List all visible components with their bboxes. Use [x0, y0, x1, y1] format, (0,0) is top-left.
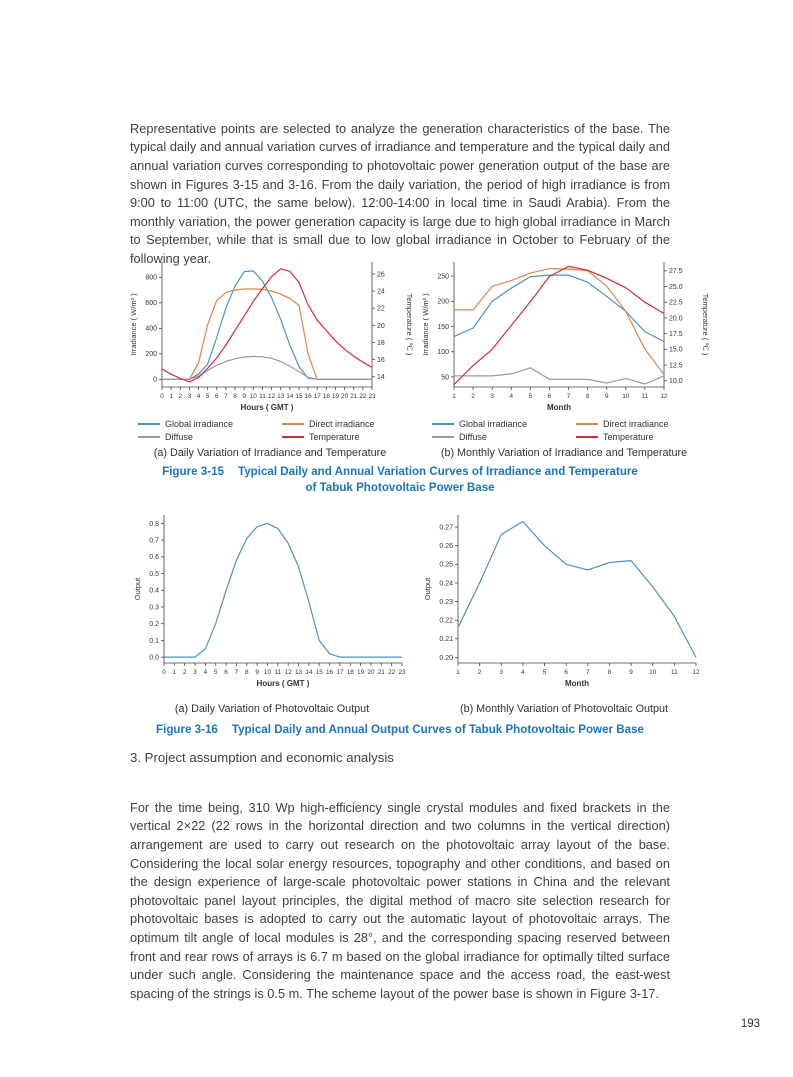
svg-text:0.4: 0.4: [149, 587, 159, 595]
svg-text:3: 3: [499, 669, 504, 676]
legend-item: [138, 432, 276, 442]
svg-text:18: 18: [322, 393, 330, 400]
svg-text:100: 100: [437, 349, 449, 357]
svg-text:400: 400: [145, 325, 157, 333]
svg-text:15: 15: [315, 669, 323, 676]
svg-text:8: 8: [233, 393, 237, 400]
svg-text:8: 8: [245, 669, 249, 676]
svg-text:12.5: 12.5: [669, 362, 683, 370]
svg-text:150: 150: [437, 323, 449, 331]
svg-text:0.22: 0.22: [439, 617, 453, 625]
svg-text:17: 17: [336, 669, 344, 676]
svg-text:Temperature ( ℃ ): Temperature ( ℃ ): [701, 293, 710, 356]
svg-text:Output: Output: [423, 577, 432, 601]
svg-text:4: 4: [509, 393, 514, 400]
line-chart-svg: [126, 252, 414, 415]
line-chart-svg: [130, 505, 414, 691]
svg-text:5: 5: [542, 669, 547, 676]
svg-text:Irradiance ( W/m² ): Irradiance ( W/m² ): [129, 293, 138, 356]
legend-item: [576, 432, 696, 442]
svg-text:0: 0: [162, 669, 166, 676]
legend-label: Temperature: [603, 432, 654, 442]
svg-text:1: 1: [452, 393, 456, 400]
svg-text:20: 20: [377, 322, 385, 330]
svg-text:27.5: 27.5: [669, 268, 683, 276]
svg-text:0.27: 0.27: [439, 524, 453, 532]
svg-text:Irradiance ( W/m² ): Irradiance ( W/m² ): [421, 293, 430, 356]
svg-text:0.2: 0.2: [149, 621, 159, 629]
legend-label: Diffuse: [165, 432, 193, 442]
svg-text:22: 22: [377, 305, 385, 313]
line-chart-svg: [420, 505, 708, 691]
svg-text:1: 1: [172, 669, 177, 676]
legend-swatch: [432, 423, 454, 425]
legend-item: [576, 419, 696, 429]
svg-text:1: 1: [169, 393, 173, 400]
svg-text:200: 200: [437, 298, 449, 306]
svg-text:0.8: 0.8: [149, 520, 159, 528]
svg-text:11: 11: [671, 669, 678, 676]
svg-text:10.0: 10.0: [669, 378, 683, 386]
subcaption-316b: (b) Monthly Variation of Photovoltaic Output: [459, 703, 669, 715]
chart-daily-pv-output: [130, 505, 414, 715]
svg-text:50: 50: [441, 374, 449, 382]
svg-text:2: 2: [477, 669, 482, 676]
subcaption-315a: (a) Daily Variation of Irradiance and Temperature: [153, 447, 387, 459]
svg-text:200: 200: [145, 351, 157, 359]
svg-text:14: 14: [377, 374, 385, 382]
svg-text:19: 19: [357, 669, 365, 676]
subcaption-316a: (a) Daily Variation of Photovoltaic Output: [174, 703, 370, 715]
svg-text:26: 26: [377, 271, 385, 279]
svg-text:20: 20: [367, 669, 375, 676]
legend-swatch: [138, 436, 160, 438]
svg-text:22.5: 22.5: [669, 299, 683, 307]
svg-text:14: 14: [305, 669, 313, 676]
svg-text:12: 12: [284, 669, 292, 676]
chart-legend: [138, 419, 402, 442]
svg-text:Month: Month: [547, 403, 571, 412]
svg-text:5: 5: [528, 393, 533, 400]
svg-text:4: 4: [521, 669, 525, 676]
svg-text:12: 12: [660, 393, 668, 400]
svg-text:23: 23: [368, 393, 376, 400]
svg-text:25.0: 25.0: [669, 283, 683, 291]
svg-text:Output: Output: [133, 577, 142, 601]
figure-title-line2: of Tabuk Photovoltaic Power Base: [305, 481, 495, 494]
svg-text:3: 3: [490, 393, 494, 400]
svg-text:9: 9: [604, 393, 609, 400]
legend-label: Temperature: [309, 432, 360, 442]
svg-text:0.21: 0.21: [439, 636, 453, 644]
svg-text:0.6: 0.6: [149, 554, 159, 562]
svg-text:6: 6: [215, 393, 219, 400]
svg-text:0: 0: [160, 393, 164, 400]
legend-item: [282, 432, 402, 442]
svg-text:20.0: 20.0: [669, 315, 683, 323]
svg-text:3: 3: [187, 393, 192, 400]
svg-text:15: 15: [295, 393, 303, 400]
legend-label: Global irradiance: [459, 419, 528, 429]
figure-3-15-caption: [130, 464, 670, 496]
svg-text:4: 4: [196, 393, 201, 400]
svg-text:17.5: 17.5: [669, 331, 683, 339]
svg-text:12: 12: [692, 669, 700, 676]
chart-daily-irradiance-temperature: [126, 252, 414, 459]
body-paragraph: For the time being, 310 Wp high-efficiency single crystal modules and fixed brackets in the vertical 2×22 (22 rows in the horizontal direction and two columns in the vertical direction) arrangement are used to carry out research on the photovoltaic array layout of the base. Considering the local solar energy resources, topography and other conditions, and based on the design experience of large-scale photovoltaic power stations in China and the relevant photovoltaic panel layout principles, the digital method of macro site selection research for photovoltaic bases is adopted to carry out the automatic layout of photovoltaic arrays. The optimum tilt angle of local modules is 28°, and the corresponding spacing reserved between front and rear rows of arrays is 6.7 m based on the global irradiance for optimally tilted surface under such angle. Considering the maintenance space and the access road, the east-west spacing of the strings is 0.5 m. The scheme layout of the power base is shown in Figure 3-17.: [130, 799, 670, 1001]
svg-text:19: 19: [331, 393, 340, 400]
legend-swatch: [576, 436, 598, 438]
svg-text:0.7: 0.7: [149, 537, 159, 545]
svg-text:2: 2: [182, 669, 187, 676]
svg-text:20: 20: [341, 393, 349, 400]
svg-text:15.0: 15.0: [669, 346, 683, 354]
figure-label: Figure 3-16: [156, 723, 218, 736]
svg-text:0.3: 0.3: [149, 604, 159, 612]
svg-text:600: 600: [145, 300, 157, 308]
figure-3-15: [126, 252, 710, 459]
svg-text:2: 2: [178, 393, 183, 400]
svg-text:0.24: 0.24: [439, 580, 453, 588]
svg-text:0.0: 0.0: [149, 654, 159, 662]
svg-text:2: 2: [471, 393, 475, 400]
svg-text:250: 250: [437, 273, 449, 281]
svg-text:1: 1: [456, 669, 460, 676]
svg-text:22: 22: [388, 669, 396, 676]
svg-text:11: 11: [259, 393, 266, 400]
svg-text:5: 5: [205, 393, 210, 400]
svg-text:16: 16: [304, 393, 312, 400]
svg-text:16: 16: [377, 357, 385, 365]
svg-text:11: 11: [274, 669, 282, 676]
svg-text:9: 9: [255, 669, 259, 676]
svg-text:5: 5: [213, 669, 218, 676]
svg-text:21: 21: [350, 393, 358, 400]
chart-monthly-pv-output: [420, 505, 708, 715]
figure-3-16: [130, 505, 708, 715]
legend-swatch: [282, 436, 304, 438]
legend-swatch: [432, 436, 454, 438]
svg-text:6: 6: [564, 669, 568, 676]
line-chart-svg: [418, 252, 710, 415]
svg-text:22: 22: [359, 393, 367, 400]
svg-text:6: 6: [547, 393, 552, 400]
svg-text:7: 7: [586, 669, 590, 676]
svg-text:6: 6: [224, 669, 228, 676]
svg-text:Month: Month: [565, 679, 589, 688]
svg-text:9: 9: [629, 669, 633, 676]
svg-text:0.5: 0.5: [149, 570, 159, 578]
svg-text:3: 3: [193, 669, 197, 676]
svg-text:23: 23: [398, 669, 406, 676]
svg-text:Hours ( GMT ): Hours ( GMT ): [240, 403, 294, 412]
svg-text:0.1: 0.1: [149, 637, 159, 645]
svg-text:13: 13: [294, 669, 303, 676]
svg-text:Temperature ( ℃ ): Temperature ( ℃ ): [405, 293, 414, 356]
legend-item: [432, 432, 570, 442]
svg-text:10: 10: [263, 669, 272, 676]
svg-text:13: 13: [277, 393, 285, 400]
svg-text:10: 10: [249, 393, 257, 400]
legend-label: Global irradiance: [165, 419, 234, 429]
figure-3-16-caption: [130, 722, 670, 738]
svg-text:18: 18: [377, 339, 385, 347]
svg-text:16: 16: [326, 669, 334, 676]
subcaption-315b: (b) Monthly Variation of Irradiance and Temperature: [440, 447, 688, 459]
svg-text:12: 12: [268, 393, 276, 400]
svg-text:17: 17: [313, 393, 321, 400]
svg-text:0.26: 0.26: [439, 543, 453, 551]
legend-swatch: [576, 423, 598, 425]
page-number: 193: [740, 1018, 760, 1030]
svg-text:7: 7: [224, 393, 228, 400]
svg-text:0.23: 0.23: [439, 598, 453, 606]
intro-paragraph: Representative points are selected to analyze the generation characteristics of the base. The typical daily and annual variation curves of irradiance and temperature and the typical daily and annual variation curves corresponding to photovoltaic power generation output of the base are shown in Figures 3-15 and 3-16. From the daily variation, the period of high irradiance is from 9:00 to 11:00 (UTC, the same below). 12:00-14:00 in local time in Saudi Arabia). From the monthly variation, the power generation capacity is large due to high global irradiance in March to September, while that is small due to low global irradiance in October to February of the following year.: [130, 120, 670, 266]
svg-text:Hours ( GMT ): Hours ( GMT ): [256, 679, 310, 688]
svg-text:8: 8: [585, 393, 590, 400]
svg-text:8: 8: [607, 669, 612, 676]
chart-monthly-irradiance-temperature: [418, 252, 710, 459]
svg-text:21: 21: [377, 669, 385, 676]
svg-text:7: 7: [234, 669, 239, 676]
legend-item: [138, 419, 276, 429]
figure-title: Typical Daily and Annual Variation Curves of Irradiance and Temperature: [237, 465, 638, 478]
legend-item: [432, 419, 570, 429]
svg-text:7: 7: [566, 393, 571, 400]
section-heading: 3. Project assumption and economic analysis: [130, 750, 394, 765]
legend-swatch: [282, 423, 304, 425]
svg-text:0.25: 0.25: [439, 561, 453, 569]
legend-item: [282, 419, 402, 429]
svg-text:0: 0: [153, 376, 157, 384]
svg-text:9: 9: [242, 393, 246, 400]
legend-label: Direct irradiance: [309, 419, 375, 429]
legend-label: Diffuse: [459, 432, 487, 442]
figure-title: Typical Daily and Annual Output Curves of Tabuk Photovoltaic Power Base: [231, 723, 644, 736]
svg-text:11: 11: [641, 393, 649, 400]
svg-text:10: 10: [649, 669, 657, 676]
svg-text:4: 4: [203, 669, 208, 676]
svg-text:18: 18: [346, 669, 354, 676]
figure-label: Figure 3-15: [162, 465, 224, 478]
legend-swatch: [138, 423, 160, 425]
svg-text:800: 800: [145, 274, 157, 282]
chart-legend: [432, 419, 696, 442]
svg-text:24: 24: [377, 288, 385, 296]
svg-text:0.20: 0.20: [439, 654, 453, 662]
svg-text:14: 14: [286, 393, 294, 400]
legend-label: Direct irradiance: [603, 419, 669, 429]
svg-text:10: 10: [622, 393, 630, 400]
